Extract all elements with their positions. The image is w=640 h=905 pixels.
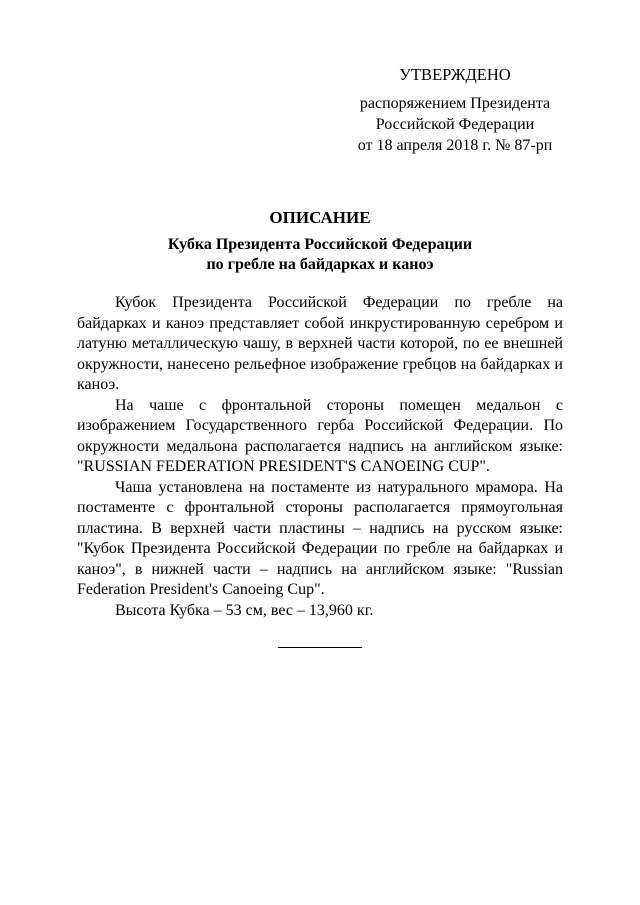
document-subtitle-line-1: Кубка Президента Российской Федерации xyxy=(167,236,473,253)
approval-heading: УТВЕРЖДЕНО xyxy=(399,65,511,84)
paragraph-medallion: На чаше с фронтальной стороны помещен медальон с изображением Государственного герба Российской Федерации. По окружности медальона располагается надпись на английском языке: "RUSSIAN FEDERATION PRESIDENT'S CANOEING CUP". xyxy=(77,396,563,475)
document-title-block xyxy=(0,207,640,275)
approval-stamp xyxy=(350,64,560,156)
paragraph-pedestal: Чаша установлена на постаменте из натурального мрамора. На постаменте с фронтальной стороны располагается прямоугольная пластина. В верхней части пластины – надпись на русском языке: "Кубок Президента Российской Федерации по гребле на байдарках и каноэ", в нижней части – надпись на английском языке: "Russian Federation President's Canoeing Cup". xyxy=(77,478,563,598)
document-subtitle-line-2: по гребле на байдарках и каноэ xyxy=(206,256,434,273)
document-body xyxy=(77,293,563,621)
document-title: ОПИСАНИЕ xyxy=(269,208,371,227)
approval-line-date-number: от 18 апреля 2018 г. № 87-рп xyxy=(357,137,553,154)
closing-divider-line xyxy=(278,647,362,648)
paragraph-dimensions: Высота Кубка – 53 см, вес – 13,960 кг. xyxy=(115,601,374,619)
paragraph-cup-description: Кубок Президента Российской Федерации по гребле на байдарках и каноэ представляет собой инкрустированную серебром и латуню металлическую чашу, в верхней части которой, по ее внешней окружности, нанесено рельефное изображение гребцов на байдарках и каноэ. xyxy=(77,294,563,393)
approval-line-authority: распоряжением Президента xyxy=(359,95,551,112)
approval-line-country: Российской Федерации xyxy=(375,116,535,133)
